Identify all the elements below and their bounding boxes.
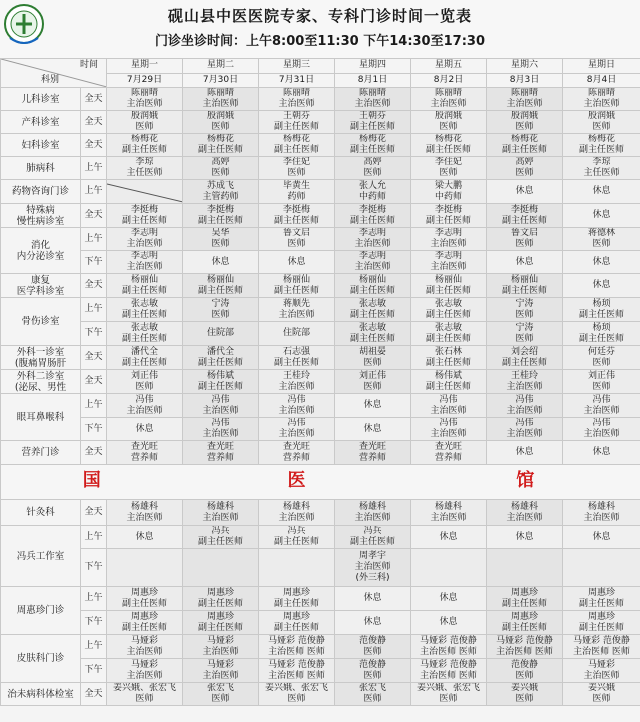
doctor-cell: 殷润娥 医师 [183, 111, 259, 134]
time-label: 时间 [79, 60, 98, 70]
shift-cell: 全天 [81, 683, 107, 706]
doctor-cell [411, 549, 487, 587]
doctor-cell: 杨梅花 副主任医师 [335, 134, 411, 157]
doctor-cell: 杨梅花 副主任医师 [183, 134, 259, 157]
doctor-cell: 休息 [259, 251, 335, 274]
weekday-row [1, 59, 640, 74]
doctor-cell [487, 549, 563, 587]
schedule-row [1, 611, 640, 635]
doctor-cell: 杨雄科 主治医师 [183, 500, 259, 526]
doctor-cell: 休息 [335, 418, 411, 441]
doctor-cell: 休息 [487, 180, 563, 204]
doctor-cell: 杨雄科 主治医师 [259, 500, 335, 526]
doctor-cell: 冯伟 主治医师 [183, 394, 259, 418]
schedule-row [1, 635, 640, 659]
department-cell: 肺病科 [1, 157, 81, 180]
schedule-row [1, 500, 640, 526]
doctor-cell: 休息 [563, 441, 640, 465]
doctor-cell: 张志敏 副主任医师 [411, 322, 487, 346]
shift-cell: 上午 [81, 526, 107, 549]
doctor-cell: 潘代全 副主任医师 [183, 346, 259, 370]
doctor-cell: 陈丽晴 主治医师 [487, 88, 563, 111]
doctor-cell: 姜兴娥、张宏飞 医师 [259, 683, 335, 706]
doctor-cell: 王桂玲 主治医师 [259, 370, 335, 394]
doctor-cell: 李挺梅 副主任医师 [487, 204, 563, 228]
doctor-cell: 王桂玲 主治医师 [487, 370, 563, 394]
doctor-cell: 冯伟 主治医师 [563, 418, 640, 441]
department-cell: 冯兵工作室 [1, 526, 81, 587]
shift-cell: 全天 [81, 441, 107, 465]
department-cell: 康复 医学科诊室 [1, 274, 81, 298]
doctor-cell: 李挺梅 副主任医师 [411, 204, 487, 228]
schedule-row [1, 526, 640, 549]
date-header: 7月29日 [107, 73, 183, 88]
schedule-row [1, 549, 640, 587]
doctor-cell [183, 549, 259, 587]
doctor-cell: 范俊静 医师 [335, 659, 411, 683]
shift-cell: 上午 [81, 635, 107, 659]
schedule-row [1, 180, 640, 204]
doctor-cell: 张宏飞 医师 [335, 683, 411, 706]
shift-cell: 全天 [81, 346, 107, 370]
schedule-row [1, 111, 640, 134]
doctor-cell: 马娅彩 主治医师 [183, 659, 259, 683]
empty-slash [107, 180, 183, 204]
doctor-cell: 李挺梅 副主任医师 [107, 204, 183, 228]
shift-cell: 下午 [81, 251, 107, 274]
doctor-cell: 陈丽晴 主治医师 [259, 88, 335, 111]
doctor-cell: 宁涛 医师 [183, 298, 259, 322]
doctor-cell: 马娅彩 主治医师 [107, 659, 183, 683]
doctor-cell: 范俊静 医师 [335, 635, 411, 659]
shift-cell: 全天 [81, 88, 107, 111]
doctor-cell: 杨雄科 主治医师 [335, 500, 411, 526]
doctor-cell: 周惠珍 副主任医师 [487, 587, 563, 611]
department-cell: 儿科诊室 [1, 88, 81, 111]
banner-char: 馆 [516, 469, 535, 491]
doctor-cell: 休息 [335, 394, 411, 418]
department-cell: 妇科诊室 [1, 134, 81, 157]
doctor-cell: 杨雄科 主治医师 [411, 500, 487, 526]
doctor-cell: 张志敏 副主任医师 [411, 298, 487, 322]
doctor-cell: 杨伟斌 副主任医师 [183, 370, 259, 394]
doctor-cell: 马娅彩 范俊静 主治医师 医师 [411, 635, 487, 659]
schedule-row [1, 134, 640, 157]
doctor-cell: 冯伟 主治医师 [259, 394, 335, 418]
doctor-cell: 殷润娥 医师 [487, 111, 563, 134]
doctor-cell: 周惠珍 副主任医师 [183, 587, 259, 611]
doctor-cell: 高婷 医师 [487, 157, 563, 180]
doctor-cell: 休息 [563, 180, 640, 204]
doctor-cell: 姜兴娥 医师 [563, 683, 640, 706]
banner-char: 国 [82, 469, 101, 491]
doctor-cell: 胡祖晏 医师 [335, 346, 411, 370]
header [0, 0, 640, 58]
doctor-cell: 杨梅花 副主任医师 [563, 134, 640, 157]
doctor-cell: 杨雄科 主治医师 [563, 500, 640, 526]
doctor-cell: 马娅彩 主治医师 [563, 659, 640, 683]
department-cell: 针灸科 [1, 500, 81, 526]
schedule-row [1, 88, 640, 111]
doctor-cell: 冯兵 副主任医师 [335, 526, 411, 549]
doctor-cell: 查光旺 营养师 [107, 441, 183, 465]
doctor-cell: 殷润娥 医师 [563, 111, 640, 134]
doctor-cell: 冯伟 主治医师 [411, 394, 487, 418]
doctor-cell: 冯伟 主治医师 [259, 418, 335, 441]
doctor-cell: 陈丽晴 主治医师 [563, 88, 640, 111]
department-cell: 皮肤科门诊 [1, 635, 81, 683]
doctor-cell: 陈丽晴 主治医师 [411, 88, 487, 111]
doctor-cell: 周惠珍 副主任医师 [183, 611, 259, 635]
schedule-row [1, 298, 640, 322]
doctor-cell: 刘正伟 医师 [335, 370, 411, 394]
schedule-row [1, 418, 640, 441]
doctor-cell: 杨梅花 副主任医师 [487, 134, 563, 157]
schedule-row [1, 370, 640, 394]
doctor-cell: 休息 [107, 526, 183, 549]
doctor-cell: 殷润娥 医师 [107, 111, 183, 134]
schedule-row [1, 251, 640, 274]
department-cell: 消化 内分泌诊室 [1, 228, 81, 274]
doctor-cell: 休息 [487, 251, 563, 274]
doctor-cell: 王朝芬 副主任医师 [335, 111, 411, 134]
doctor-cell: 冯伟 主治医师 [183, 418, 259, 441]
shift-cell: 全天 [81, 111, 107, 134]
doctor-cell: 陈丽晴 主治医师 [107, 88, 183, 111]
shift-cell: 上午 [81, 157, 107, 180]
weekday-header: 星期一 [107, 59, 183, 74]
doctor-cell: 刘正伟 医师 [563, 370, 640, 394]
date-header: 7月31日 [259, 73, 335, 88]
doctor-cell: 周惠珍 副主任医师 [259, 587, 335, 611]
doctor-cell: 姜兴娥 医师 [487, 683, 563, 706]
doctor-cell: 杨顼 副主任医师 [563, 322, 640, 346]
doctor-cell: 李挺梅 副主任医师 [259, 204, 335, 228]
doctor-cell: 杨丽仙 副主任医师 [183, 274, 259, 298]
department-cell: 眼耳鼻喉科 [1, 394, 81, 441]
shift-cell: 全天 [81, 370, 107, 394]
doctor-cell: 杨丽仙 副主任医师 [411, 274, 487, 298]
doctor-cell: 陈丽晴 主治医师 [335, 88, 411, 111]
doctor-cell: 张石林 副主任医师 [411, 346, 487, 370]
doctor-cell: 马娅彩 主治医师 [183, 635, 259, 659]
doctor-cell: 冯兵 副主任医师 [259, 526, 335, 549]
doctor-cell: 石志强 副主任医师 [259, 346, 335, 370]
department-cell: 产科诊室 [1, 111, 81, 134]
doctor-cell: 蒋德林 医师 [563, 228, 640, 251]
doctor-cell: 休息 [411, 611, 487, 635]
doctor-cell: 李琼 主任医师 [563, 157, 640, 180]
shift-cell: 下午 [81, 611, 107, 635]
doctor-cell [563, 549, 640, 587]
shift-cell: 全天 [81, 500, 107, 526]
doctor-cell: 马娅彩 主治医师 [107, 635, 183, 659]
department-cell: 特殊病 慢性病诊室 [1, 204, 81, 228]
doctor-cell [107, 180, 183, 204]
shift-cell: 下午 [81, 549, 107, 587]
shift-cell: 上午 [81, 180, 107, 204]
shift-cell: 全天 [81, 204, 107, 228]
schedule-table [0, 58, 640, 706]
doctor-cell: 李志明 主治医师 [335, 251, 411, 274]
schedule-row [1, 683, 640, 706]
department-cell: 外科二诊室 (泌尿、男性 [1, 370, 81, 394]
doctor-cell: 查光旺 营养师 [411, 441, 487, 465]
doctor-cell: 周惠珍 副主任医师 [563, 611, 640, 635]
doctor-cell: 杨丽仙 副主任医师 [259, 274, 335, 298]
doctor-cell: 马娅彩 范俊静 主治医师 医师 [259, 635, 335, 659]
shift-cell: 下午 [81, 659, 107, 683]
doctor-cell: 周惠珍 副主任医师 [487, 611, 563, 635]
clinic-hours: 门诊坐诊时间：上午8:00至11:30 下午14:30至17:30 [154, 34, 485, 49]
page-title: 砚山县中医医院专家、专科门诊时间一览表 [167, 7, 472, 25]
doctor-cell: 休息 [487, 441, 563, 465]
doctor-cell: 鲁文启 医师 [487, 228, 563, 251]
doctor-cell: 休息 [107, 418, 183, 441]
doctor-cell: 休息 [183, 251, 259, 274]
doctor-cell: 冯伟 主治医师 [411, 418, 487, 441]
doctor-cell: 周孝宇 主治医师 (外三科) [335, 549, 411, 587]
weekday-header: 星期二 [183, 59, 259, 74]
doctor-cell: 张志敏 副主任医师 [107, 322, 183, 346]
doctor-cell: 冯兵 副主任医师 [183, 526, 259, 549]
doctor-cell: 张人允 中药师 [335, 180, 411, 204]
schedule-row [1, 346, 640, 370]
doctor-cell: 休息 [411, 587, 487, 611]
doctor-cell: 周惠珍 副主任医师 [107, 587, 183, 611]
doctor-cell: 李志明 主治医师 [107, 228, 183, 251]
doctor-cell: 冯伟 主治医师 [563, 394, 640, 418]
doctor-cell: 马娅彩 范俊静 主治医师 医师 [563, 635, 640, 659]
doctor-cell: 休息 [411, 526, 487, 549]
doctor-cell: 蒋顺先 主治医师 [259, 298, 335, 322]
doctor-cell: 休息 [335, 611, 411, 635]
doctor-cell: 张志敏 副主任医师 [335, 298, 411, 322]
doctor-cell: 姜兴娥、张宏飞 医师 [411, 683, 487, 706]
banner-char: 医 [287, 469, 306, 491]
schedule-row [1, 659, 640, 683]
doctor-cell: 刘会绍 副主任医师 [487, 346, 563, 370]
doctor-cell: 杨梅花 副主任医师 [107, 134, 183, 157]
doctor-cell: 鲁文启 医师 [259, 228, 335, 251]
doctor-cell: 李挺梅 副主任医师 [335, 204, 411, 228]
shift-cell: 全天 [81, 134, 107, 157]
doctor-cell: 李住妃 医师 [411, 157, 487, 180]
doctor-cell: 殷润娥 医师 [411, 111, 487, 134]
doctor-cell: 杨梅花 副主任医师 [411, 134, 487, 157]
doctor-cell [259, 549, 335, 587]
weekday-header: 星期五 [411, 59, 487, 74]
schedule-row [1, 322, 640, 346]
doctor-cell: 杨丽仙 副主任医师 [487, 274, 563, 298]
doctor-cell: 杨顼 副主任医师 [563, 298, 640, 322]
doctor-cell: 查光旺 营养师 [335, 441, 411, 465]
doctor-cell: 姜兴娥、张宏飞 医师 [107, 683, 183, 706]
department-cell: 营养门诊 [1, 441, 81, 465]
date-header: 8月2日 [411, 73, 487, 88]
schedule-row [1, 587, 640, 611]
date-header: 8月4日 [563, 73, 640, 88]
doctor-cell: 毕黄生 药师 [259, 180, 335, 204]
doctor-cell: 马娅彩 范俊静 主治医师 医师 [259, 659, 335, 683]
doctor-cell: 宁涛 医师 [487, 322, 563, 346]
doctor-cell: 周惠珍 副主任医师 [259, 611, 335, 635]
schedule-row [1, 394, 640, 418]
date-header: 7月30日 [183, 73, 259, 88]
doctor-cell: 李琼 主任医师 [107, 157, 183, 180]
schedule-body-guoyiguan [1, 500, 640, 706]
doctor-cell: 李志明 主治医师 [411, 228, 487, 251]
doctor-cell: 苏成飞 主管药师 [183, 180, 259, 204]
doctor-cell: 何廷芬 医师 [563, 346, 640, 370]
doctor-cell: 马娅彩 范俊静 主治医师 医师 [487, 635, 563, 659]
doctor-cell: 李志明 主治医师 [107, 251, 183, 274]
doctor-cell: 休息 [563, 274, 640, 298]
department-cell: 外科一诊室 (腹痛胃肠肝 [1, 346, 81, 370]
doctor-cell: 高婷 医师 [335, 157, 411, 180]
weekday-header: 星期六 [487, 59, 563, 74]
doctor-cell: 张志敏 副主任医师 [335, 322, 411, 346]
weekday-header: 星期日 [563, 59, 640, 74]
shift-cell: 全天 [81, 274, 107, 298]
weekday-header: 星期三 [259, 59, 335, 74]
doctor-cell: 张志敏 副主任医师 [107, 298, 183, 322]
doctor-cell: 宁涛 医师 [487, 298, 563, 322]
date-header: 8月3日 [487, 73, 563, 88]
shift-cell: 下午 [81, 322, 107, 346]
doctor-cell: 梁大鹏 中药师 [411, 180, 487, 204]
doctor-cell: 李志明 主治医师 [335, 228, 411, 251]
doctor-cell: 杨雄科 主治医师 [107, 500, 183, 526]
doctor-cell: 陈丽晴 主治医师 [183, 88, 259, 111]
department-cell: 治未病科体检室 [1, 683, 81, 706]
doctor-cell: 休息 [563, 204, 640, 228]
doctor-cell: 休息 [563, 526, 640, 549]
doctor-cell: 李住妃 医师 [259, 157, 335, 180]
doctor-cell: 杨伟斌 副主任医师 [411, 370, 487, 394]
doctor-cell: 张宏飞 医师 [183, 683, 259, 706]
schedule-body-outpatient [1, 88, 640, 465]
date-header: 8月1日 [335, 73, 411, 88]
doctor-cell: 马娅彩 范俊静 主治医师 医师 [411, 659, 487, 683]
shift-cell: 上午 [81, 298, 107, 322]
doctor-cell: 杨雄科 主治医师 [487, 500, 563, 526]
doctor-cell: 杨丽仙 副主任医师 [107, 274, 183, 298]
corner-cell [1, 59, 107, 88]
banner-body [1, 465, 640, 500]
department-cell: 药物咨询门诊 [1, 180, 81, 204]
doctor-cell: 周惠珍 副主任医师 [107, 611, 183, 635]
schedule-row [1, 204, 640, 228]
doctor-cell: 周惠珍 副主任医师 [563, 587, 640, 611]
doctor-cell: 吴华 医师 [183, 228, 259, 251]
doctor-cell: 冯伟 主治医师 [107, 394, 183, 418]
doctor-cell: 刘正伟 医师 [107, 370, 183, 394]
doctor-cell: 范俊静 医师 [487, 659, 563, 683]
shift-cell: 上午 [81, 587, 107, 611]
department-cell: 骨伤诊室 [1, 298, 81, 346]
dept-label: 科别 [41, 75, 60, 85]
doctor-cell: 李志明 主治医师 [411, 251, 487, 274]
shift-cell: 下午 [81, 418, 107, 441]
doctor-cell: 休息 [563, 251, 640, 274]
doctor-cell: 住院部 [183, 322, 259, 346]
schedule-row [1, 157, 640, 180]
doctor-cell: 休息 [335, 587, 411, 611]
doctor-cell: 杨丽仙 副主任医师 [335, 274, 411, 298]
guoyiguan-banner [1, 465, 640, 500]
department-cell: 周惠珍门诊 [1, 587, 81, 635]
weekday-header: 星期四 [335, 59, 411, 74]
doctor-cell: 高婷 医师 [183, 157, 259, 180]
doctor-cell [107, 549, 183, 587]
schedule-row [1, 228, 640, 251]
doctor-cell: 潘代全 副主任医师 [107, 346, 183, 370]
doctor-cell: 查光旺 营养师 [259, 441, 335, 465]
doctor-cell: 住院部 [259, 322, 335, 346]
schedule-row [1, 274, 640, 298]
doctor-cell: 冯伟 主治医师 [487, 418, 563, 441]
shift-cell: 上午 [81, 228, 107, 251]
doctor-cell: 李挺梅 副主任医师 [183, 204, 259, 228]
doctor-cell: 王朝芬 副主任医师 [259, 111, 335, 134]
doctor-cell: 查光旺 营养师 [183, 441, 259, 465]
doctor-cell: 休息 [487, 526, 563, 549]
schedule-row [1, 441, 640, 465]
doctor-cell: 杨梅花 副主任医师 [259, 134, 335, 157]
doctor-cell: 冯伟 主治医师 [487, 394, 563, 418]
shift-cell: 上午 [81, 394, 107, 418]
